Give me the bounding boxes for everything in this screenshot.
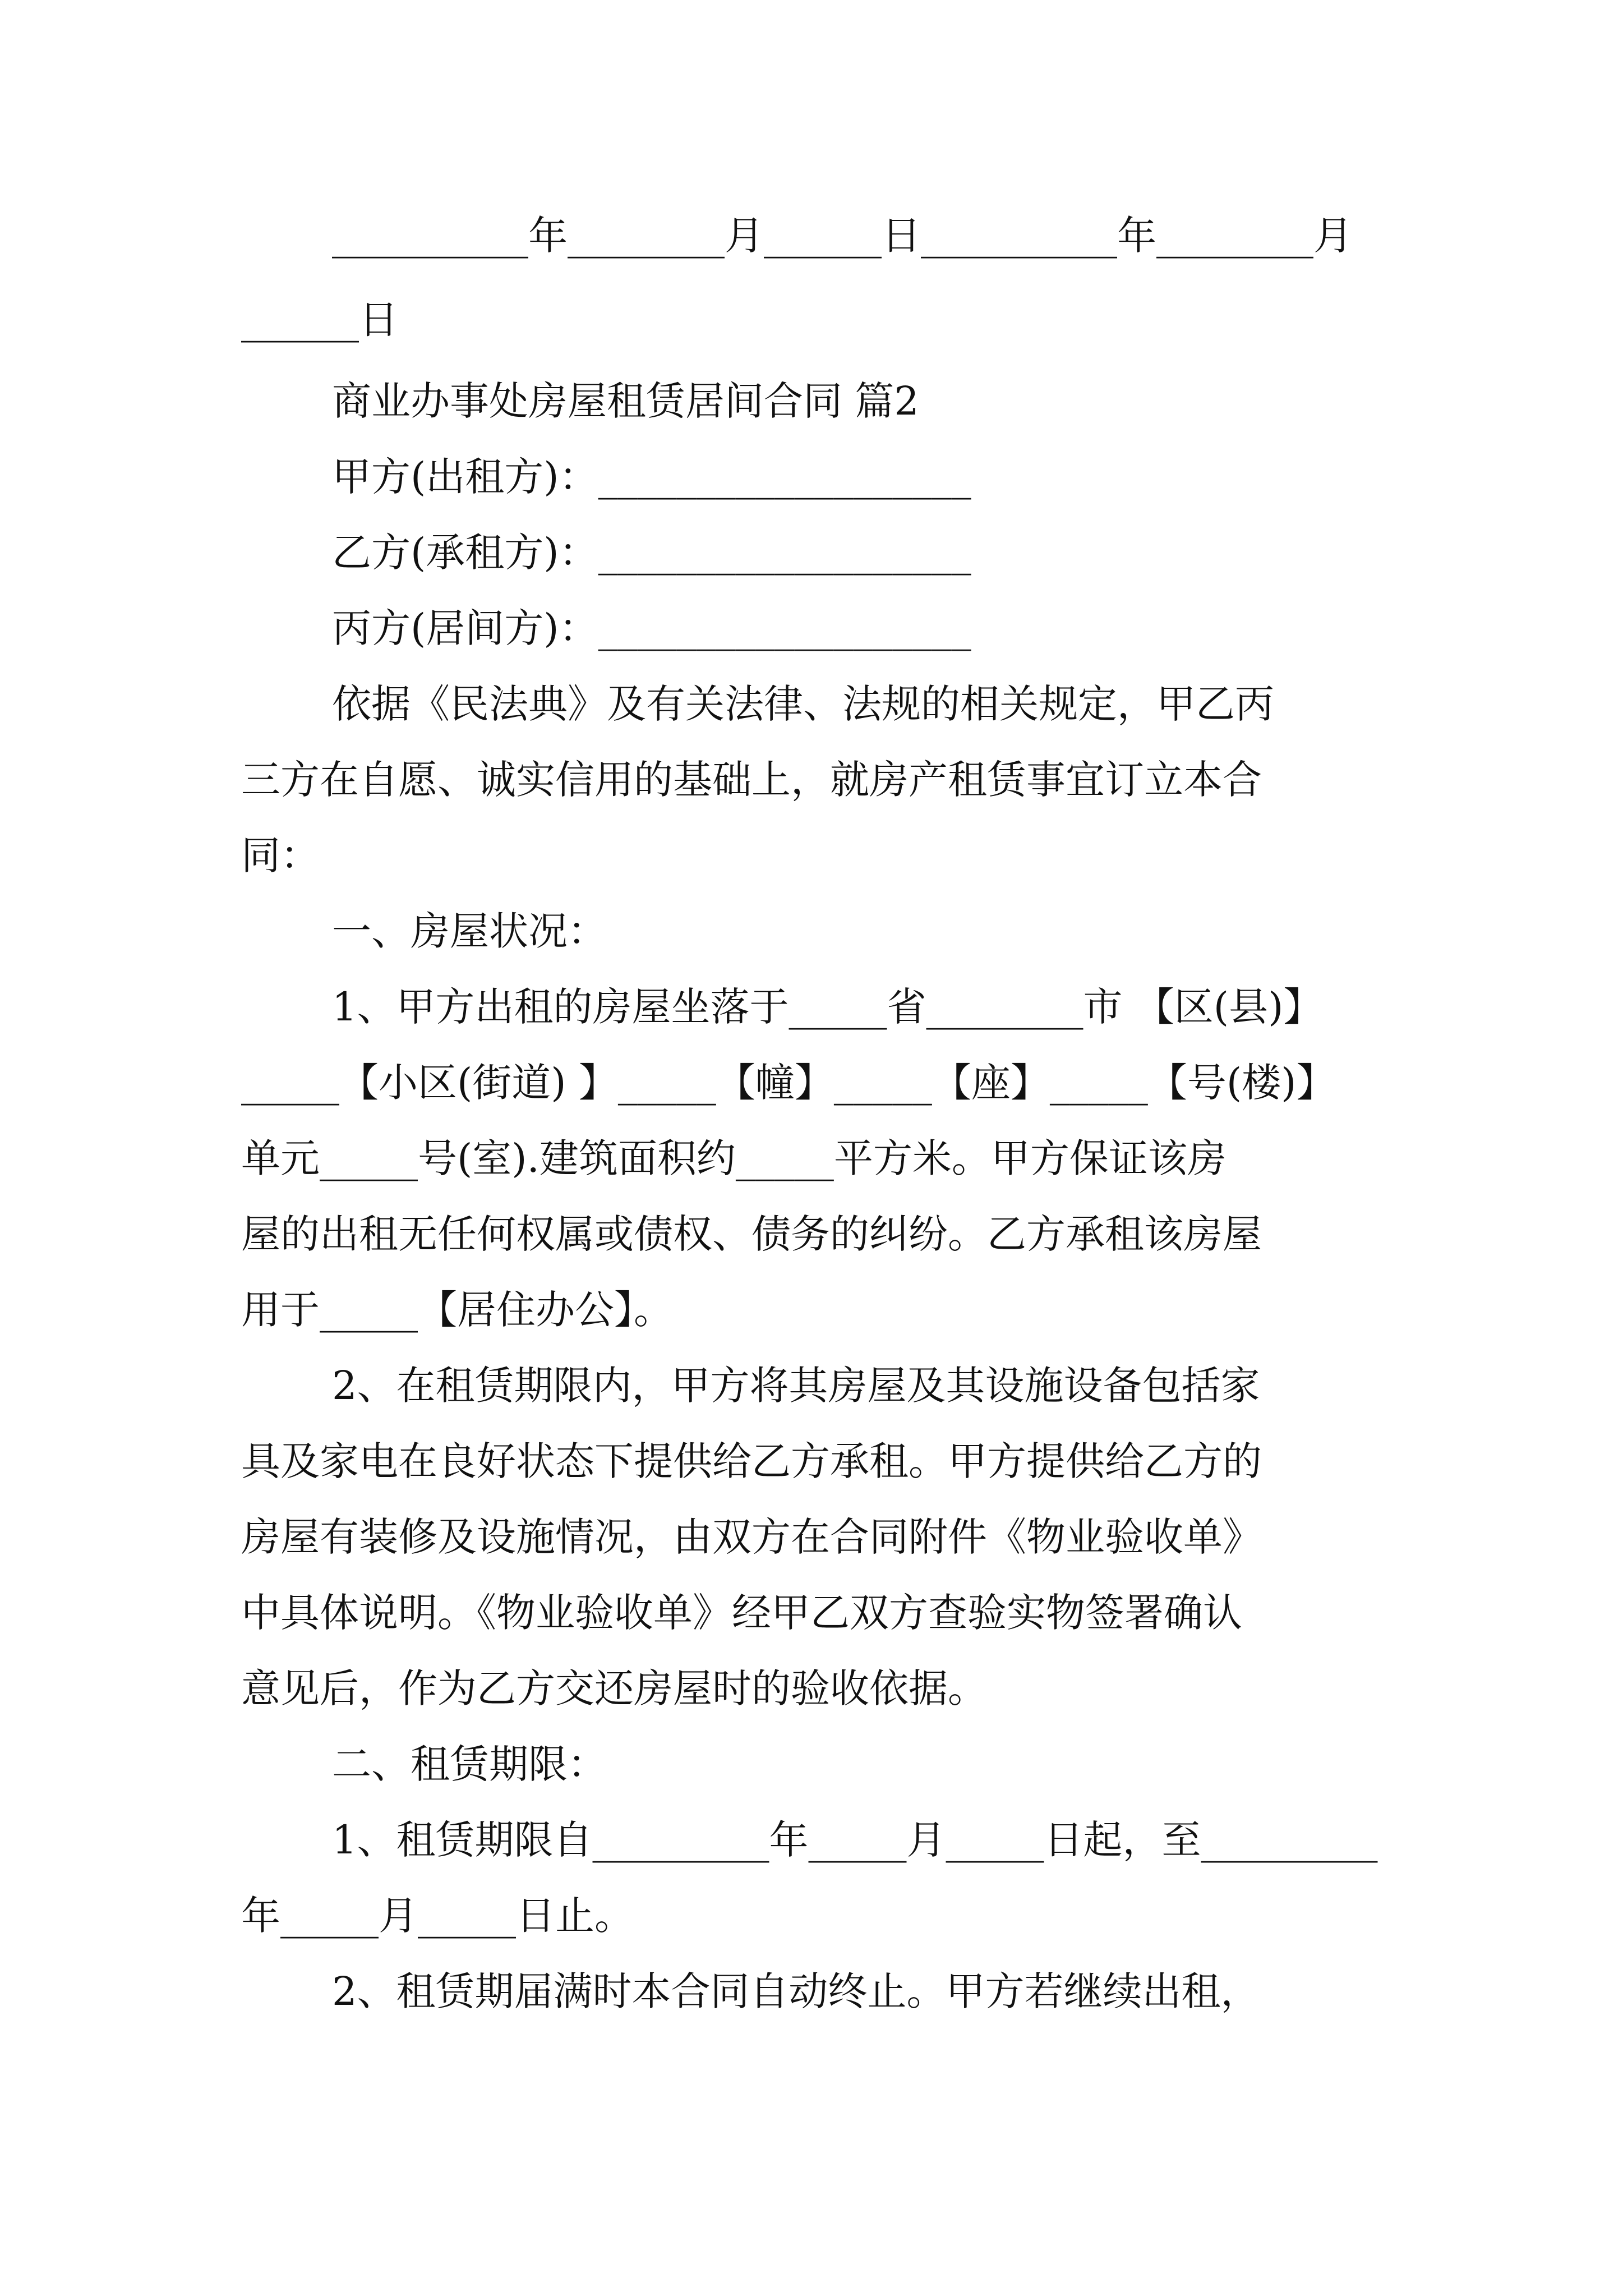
party-a-line: 甲方(出租方)：___________________ bbox=[332, 454, 971, 500]
date-line: __________年________月______日__________年________月 bbox=[332, 213, 1353, 259]
contract-title: 商业办事处房屋租赁居间合同 篇2 bbox=[332, 378, 919, 424]
party-b-line: 乙方(承租方)：___________________ bbox=[332, 530, 971, 576]
date-line-cont: ______日 bbox=[241, 297, 398, 343]
section-heading: 一、房屋状况： bbox=[332, 908, 607, 954]
section-heading: 二、租赁期限： bbox=[332, 1741, 607, 1787]
clause-line: 1、甲方出租的房屋坐落于_____省________市 【区(县)】 bbox=[332, 984, 1323, 1030]
clause-line: 用于_____【居住办公】。 bbox=[241, 1287, 673, 1333]
clause-line: 意见后，作为乙方交还房屋时的验收依据。 bbox=[241, 1665, 987, 1711]
clause-line: 屋的出租无任何权属或债权、债务的纠纷。乙方承租该房屋 bbox=[241, 1211, 1262, 1257]
clause-line: 单元_____号(室).建筑面积约_____平方米。甲方保证该房 bbox=[241, 1135, 1227, 1181]
clause-line: 2、在租赁期限内，甲方将其房屋及其设施设备包括家 bbox=[332, 1363, 1260, 1409]
clause-line: 2、租赁期届满时本合同自动终止。甲方若继续出租， bbox=[332, 1968, 1260, 2014]
clause-line: 具及家电在良好状态下提供给乙方承租。甲方提供给乙方的 bbox=[241, 1438, 1262, 1484]
clause-line: 年_____月_____日止。 bbox=[241, 1893, 634, 1939]
party-c-line: 丙方(居间方)：___________________ bbox=[332, 605, 971, 651]
preamble-line: 依据《民法典》及有关法律、法规的相关规定，甲乙丙 bbox=[332, 681, 1274, 727]
preamble-line: 同： bbox=[241, 832, 320, 878]
preamble-line: 三方在自愿、诚实信用的基础上，就房产租赁事宜订立本合 bbox=[241, 757, 1262, 803]
clause-line: 房屋有装修及设施情况，由双方在合同附件《物业验收单》 bbox=[241, 1514, 1262, 1560]
clause-line: 中具体说明。《物业验收单》经甲乙双方查验实物签署确认 bbox=[241, 1590, 1242, 1636]
clause-line: 1、租赁期限自_________年_____月_____日起，至_________ bbox=[332, 1817, 1378, 1863]
clause-line: _____【小区(街道) 】_____【幢】_____【座】_____【号(楼)】 bbox=[241, 1060, 1336, 1106]
